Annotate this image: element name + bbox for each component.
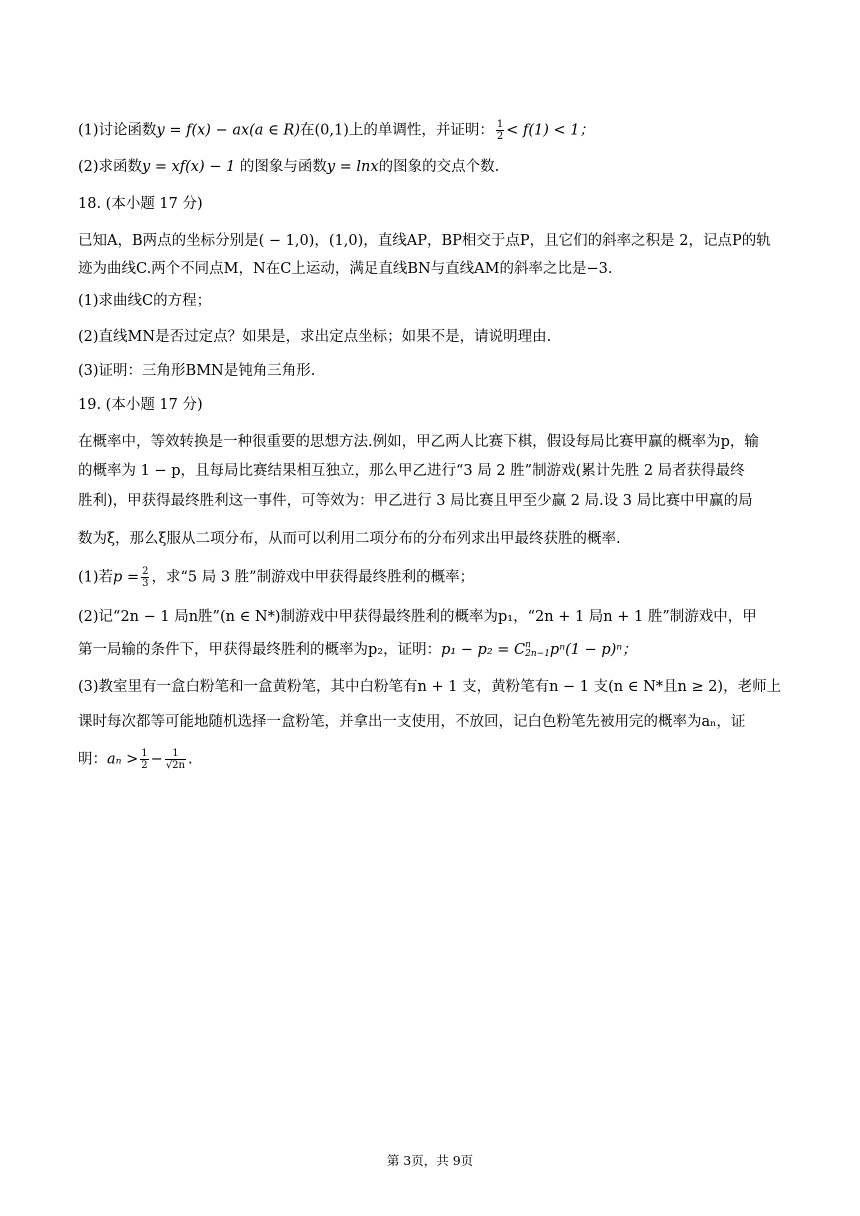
q19-part1-fraction: [141, 566, 149, 589]
q19-part1-tail: ，求“5 局 3 胜”制游戏中甲获得最终胜利的概率；: [151, 569, 475, 586]
q19-part3-end: .: [188, 751, 193, 768]
q17-part1-tail: < f(1) < 1；: [506, 122, 594, 139]
combination-sup: n: [525, 640, 531, 650]
q19-part3-line3-math: aₙ >: [107, 751, 139, 768]
q18-part1: (1)求曲线C的方程；: [78, 293, 212, 309]
q19-header: 19. (本小题 17 分): [78, 397, 203, 413]
q17-part2-mid: 的图象与函数: [235, 159, 327, 175]
q18-stem-line1: 已知A，B两点的坐标分别是( − 1,0)，(1,0)，直线AP，BP相交于点P，且它们的斜率之积是 2，记点P的轨: [78, 233, 771, 249]
q17-part2-text: (2)求函数: [78, 159, 143, 175]
q19-part2-line2-pre: 第一局输的条件下，甲获得最终胜利的概率为p₂，证明：: [78, 642, 442, 658]
q19-part3-minus: −: [150, 751, 163, 768]
q19-stem-line4: 数为ξ，那么ξ服从二项分布，从而可以利用二项分布的分布列求出甲最终获胜的概率.: [78, 531, 621, 547]
q19-stem-line1: 在概率中，等效转换是一种很重要的思想方法.例如，甲乙两人比赛下棋，假设每局比赛甲赢的概率为p，输: [78, 434, 759, 450]
q18-part2: (2)直线MN是否过定点？如果是，求出定点坐标；如果不是，请说明理由.: [78, 329, 552, 345]
q17-part1-text: (1)讨论函数: [78, 122, 157, 139]
q19-part2-line1: (2)记“2n − 1 局n胜”(n ∈ N*)制游戏中甲获得最终胜利的概率为p₁，“2n + 1 局n + 1 胜”制游戏中，甲: [78, 609, 757, 625]
q17-part1-math: y = f(x) − ax(a ∈ R): [156, 122, 300, 139]
q19-stem-line2: 的概率为 1 − p，且每局比赛结果相互独立，那么甲乙进行“3 局 2 胜”制游戏(累计先胜 2 局者获得最终: [78, 463, 745, 479]
q19-part1-math: p =: [113, 569, 140, 586]
q19-part3-line2: 课时每次都等可能地随机选择一盒粉笔，并拿出一支使用，不放回，记白色粉笔先被用完的概率为aₙ，证: [78, 714, 746, 730]
page-footer: 第 3页，共 9页: [386, 1153, 474, 1168]
q19-stem-line3: 胜利)，甲获得最终胜利这一事件，可等效为：甲乙进行 3 局比赛且甲至少赢 2 局.设 3 局比赛中甲赢的局: [78, 493, 753, 509]
fraction-denominator: 2: [496, 131, 504, 142]
q19-part2-line2-math: p₁ − p₂ = C: [441, 642, 526, 658]
q17-part1-mid: 在(0,1)上的单调性，并证明：: [299, 122, 494, 139]
fraction-numerator: 2: [142, 566, 149, 577]
q17-part2-tail: 的图象的交点个数.: [378, 159, 500, 175]
fraction-numerator: 1: [141, 748, 148, 759]
q19-part3-line1: (3)教室里有一盒白粉笔和一盒黄粉笔，其中白粉笔有n + 1 支，黄粉笔有n − 1 支(n ∈ N*且n ≥ 2)，老师上: [78, 679, 782, 695]
q18-part3: (3)证明：三角形BMN是钝角三角形.: [78, 363, 316, 379]
q17-part2-math2: y = lnx: [326, 159, 379, 175]
q17-part2: [78, 157, 499, 177]
q19-part3-line3: [78, 748, 193, 771]
q19-part1-pre: (1)若: [78, 569, 114, 586]
q19-part3-fraction1: [140, 748, 148, 771]
q19-part2-line2: [78, 640, 637, 660]
q18-stem-line2: 迹为曲线C.两个不同点M，N在C上运动，满足直线BN与直线AM的斜率之比是−3.: [78, 261, 613, 277]
q19-part2-line2-tail: pⁿ(1 − p)ⁿ；: [549, 642, 637, 658]
fraction-numerator: 1: [165, 748, 186, 760]
combination-sub: 2n−1: [525, 649, 550, 659]
q19-part3-fraction2: [165, 748, 186, 771]
fraction-denominator: 3: [142, 578, 149, 589]
fraction-denominator: 2: [141, 760, 148, 771]
q17-part2-math1: y = xf(x) − 1: [142, 159, 236, 175]
q17-part1-fraction: [496, 119, 504, 142]
q17-part1: [78, 119, 594, 142]
q19-part1: [78, 566, 474, 589]
fraction-numerator: 1: [496, 119, 504, 130]
q19-part3-line3-pre: 明：: [78, 751, 107, 768]
fraction-denominator: √2n: [165, 760, 185, 771]
combination-indices: [525, 641, 550, 659]
q18-header: 18. (本小题 17 分): [78, 196, 203, 212]
